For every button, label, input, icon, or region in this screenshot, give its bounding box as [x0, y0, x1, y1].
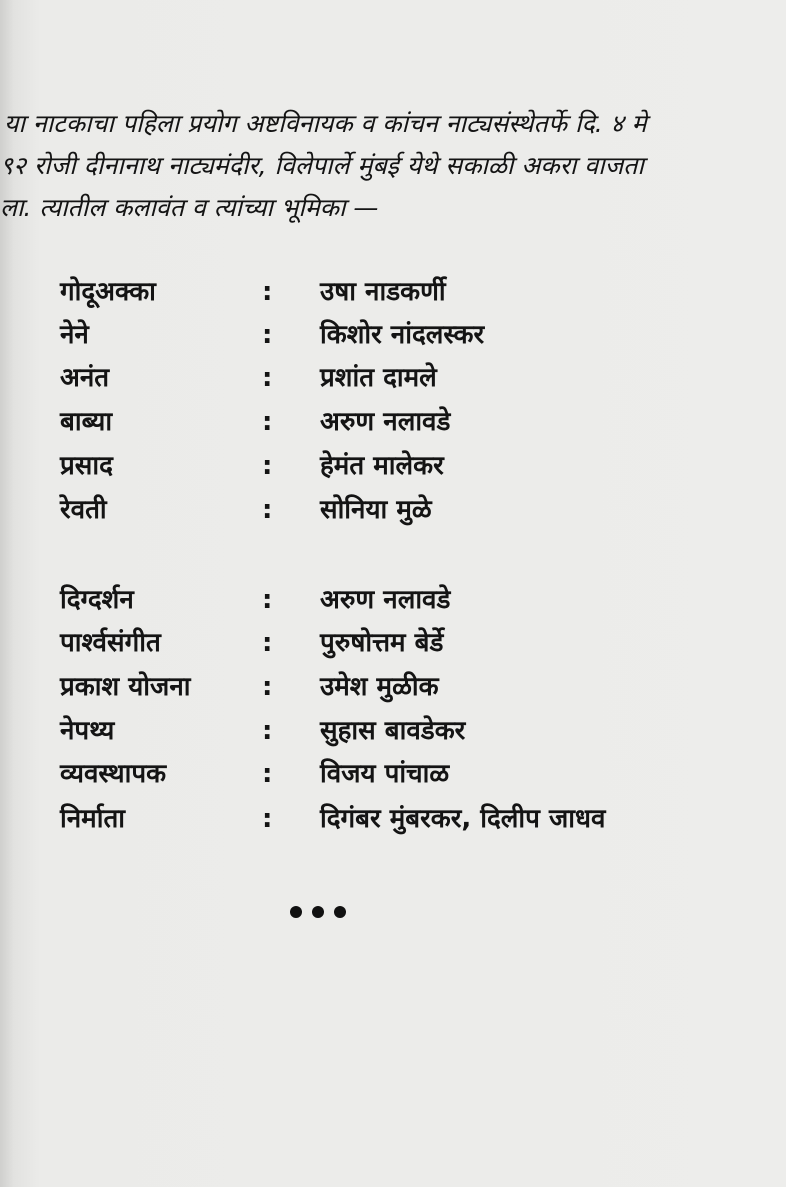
intro-line-3: ला. त्यातील कलावंत व त्यांच्या भूमिका — — [0, 193, 379, 222]
role-label: व्यवस्थापक — [60, 759, 167, 789]
role-label: अनंत — [60, 363, 110, 393]
role-label: बाब्या — [60, 407, 113, 437]
person-name: दिगंबर मुंबरकर, दिलीप जाधव — [320, 804, 606, 834]
person-name: प्रशांत दामले — [320, 363, 437, 393]
role-label: नेने — [60, 320, 89, 350]
separator: : — [262, 585, 273, 615]
crew-row — [0, 797, 786, 841]
ornament-dots — [290, 903, 356, 922]
cast-row — [0, 270, 786, 314]
crew-row — [0, 578, 786, 622]
role-label: प्रकाश योजना — [60, 672, 191, 702]
cast-row — [0, 313, 786, 357]
crew-row — [0, 752, 786, 796]
intro-line-2: ९२ रोजी दीनानाथ नाट्यमंदीर, विलेपार्ले मुंबई येथे सकाळी अकरा वाजता — [0, 151, 644, 180]
person-name: विजय पांचाळ — [320, 759, 450, 789]
separator: : — [262, 451, 273, 481]
cast-row — [0, 356, 786, 400]
role-label: प्रसाद — [60, 451, 113, 481]
separator: : — [262, 320, 273, 350]
person-name: अरुण नलावडे — [320, 585, 451, 615]
crew-row — [0, 621, 786, 665]
separator: : — [262, 759, 273, 789]
role-label: निर्माता — [60, 804, 126, 834]
person-name: उमेश मुळीक — [320, 672, 439, 702]
dot-icon — [312, 906, 324, 918]
separator: : — [262, 804, 273, 834]
separator: : — [262, 628, 273, 658]
dot-icon — [290, 906, 302, 918]
separator: : — [262, 716, 273, 746]
role-label: रेवती — [60, 495, 107, 525]
dot-icon — [334, 906, 346, 918]
separator: : — [262, 277, 273, 307]
separator: : — [262, 363, 273, 393]
person-name: हेमंत मालेकर — [320, 451, 444, 481]
separator: : — [262, 672, 273, 702]
person-name: सुहास बावडेकर — [320, 716, 466, 746]
crew-row — [0, 665, 786, 709]
intro-line-1: या नाटकाचा पहिला प्रयोग अष्टविनायक व कांचन नाट्यसंस्थेतर्फे दि. ४ मे — [4, 109, 647, 138]
cast-row — [0, 444, 786, 488]
role-label: गोदूअक्का — [60, 277, 156, 307]
person-name: अरुण नलावडे — [320, 407, 451, 437]
separator: : — [262, 407, 273, 437]
person-name: पुरुषोत्तम बेर्डे — [320, 628, 444, 658]
person-name: सोनिया मुळे — [320, 495, 432, 525]
cast-row — [0, 400, 786, 444]
separator: : — [262, 495, 273, 525]
role-label: दिग्दर्शन — [60, 585, 134, 615]
role-label: नेपथ्य — [60, 716, 115, 746]
person-name: किशोर नांदलस्कर — [320, 320, 485, 350]
role-label: पार्श्वसंगीत — [60, 628, 161, 658]
crew-row — [0, 709, 786, 753]
cast-row — [0, 488, 786, 532]
person-name: उषा नाडकर्णी — [320, 277, 446, 307]
